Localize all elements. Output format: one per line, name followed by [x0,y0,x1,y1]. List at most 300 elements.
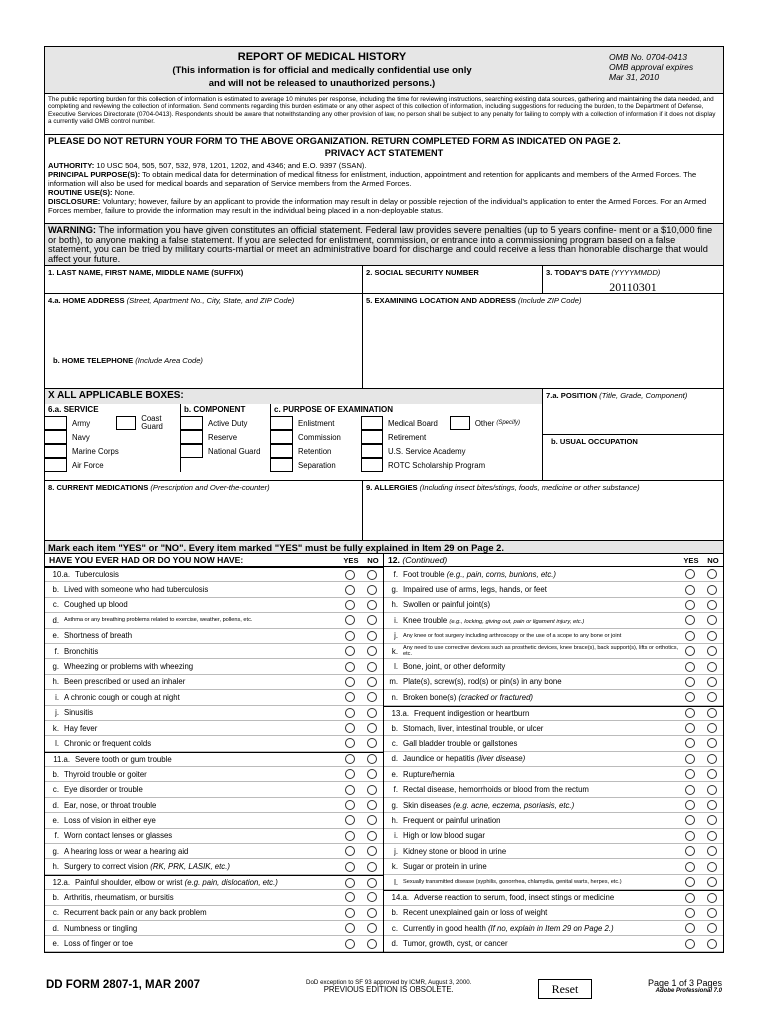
yes-radio[interactable] [345,723,355,733]
question-row [384,767,723,782]
question-main-text: Ear, nose, or throat trouble [64,800,157,810]
exam-location-hint: (Include ZIP Code) [515,296,582,305]
yes-radio[interactable] [345,708,355,718]
question-text [73,878,339,887]
no-radio[interactable] [367,662,377,672]
no-radio[interactable] [367,708,377,718]
question-row [45,813,383,828]
question-main-text: Plate(s), screw(s), rod(s) or pin(s) in any bone [403,677,562,687]
no-radio[interactable] [707,769,717,779]
national-guard-checkbox[interactable] [181,444,203,458]
yes-radio[interactable] [685,908,695,918]
other-hint: (Specify) [496,420,521,426]
question-number: c. [391,738,398,748]
retention-checkbox[interactable] [271,444,293,458]
question-row [384,659,723,674]
reset-button[interactable]: Reset [538,979,592,999]
no-radio[interactable] [367,800,377,810]
question-text [62,924,339,933]
yes-radio[interactable] [345,600,355,610]
home-address-field[interactable] [45,294,362,354]
question-number: d. [52,923,59,933]
yes-radio[interactable] [345,585,355,595]
no-radio[interactable] [707,908,717,918]
question-row [45,875,383,890]
question-row [45,659,383,674]
yes-no-radios [339,923,383,933]
no-radio[interactable] [707,831,717,841]
no-radio[interactable] [367,585,377,595]
questions-right-number: 12. [388,555,400,565]
question-number: j. [394,846,398,856]
name-label: 1. LAST NAME, FIRST NAME, MIDDLE NAME (SUFFIX) [48,268,244,277]
question-text [62,677,339,686]
service-academy-checkbox[interactable] [361,444,383,458]
no-radio[interactable] [707,939,717,949]
question-text [62,785,339,794]
no-radio[interactable] [367,677,377,687]
question-main-text: Severe tooth or gum trouble [75,754,172,764]
yes-radio[interactable] [685,923,695,933]
home-address-hint: (Street, Apartment No., City, State, and ZIP Code) [124,296,295,305]
yes-radio[interactable] [345,815,355,825]
question-text [401,724,679,733]
name-field[interactable] [45,266,363,293]
question-number: c. [52,785,59,795]
question-number: 13.a. [391,708,409,718]
no-radio[interactable] [707,923,717,933]
question-number: j. [394,631,398,641]
no-radio[interactable] [367,892,377,902]
yes-no-radios [339,831,383,841]
question-row [45,767,383,782]
commission-checkbox[interactable] [271,430,293,444]
home-phone-field[interactable] [45,354,362,388]
fields-row-3 [45,481,723,541]
marine-corps-checkbox[interactable] [45,444,67,458]
question-text [62,617,339,623]
yes-radio[interactable] [345,646,355,656]
question-number: d. [52,615,59,625]
no-radio[interactable] [367,631,377,641]
ssn-label: 2. SOCIAL SECURITY NUMBER [366,268,479,277]
no-radio[interactable] [707,631,717,641]
warning-label: WARNING: [48,225,97,235]
question-text [401,616,679,625]
yes-no-radios [679,646,723,656]
question-text [401,600,679,609]
purpose-col-2 [361,416,542,472]
exam-location-field[interactable] [363,294,723,388]
yes-radio[interactable] [685,723,695,733]
question-row [384,598,723,613]
component-column [181,404,271,472]
question-row [384,906,723,921]
medications-field[interactable] [45,481,363,540]
yes-no-radios [679,939,723,949]
yes-no-radios [679,923,723,933]
no-radio[interactable] [367,570,377,580]
address-block [45,294,363,388]
question-text [62,847,339,856]
yes-radio[interactable] [345,738,355,748]
yes-radio[interactable] [685,862,695,872]
rotc-checkbox[interactable] [361,458,383,472]
privacy-act-statement [45,161,723,224]
question-row [45,706,383,721]
yes-radio[interactable] [345,892,355,902]
no-radio[interactable] [367,815,377,825]
no-radio[interactable] [367,769,377,779]
omb-approval: OMB approval expires [609,62,694,72]
routine-label: ROUTINE USE(S): [48,188,113,197]
question-row [384,798,723,813]
question-number: c. [52,908,59,918]
question-main-text: Tumor, growth, cyst, or cancer [403,939,508,949]
yes-radio[interactable] [685,662,695,672]
commission-label: Commission [298,432,341,442]
question-number: l. [394,877,398,887]
rotc-label: ROTC Scholarship Program [388,460,486,470]
no-radio[interactable] [367,831,377,841]
question-row [384,829,723,844]
warning-statement [45,224,723,266]
routine-text: None. [112,188,135,197]
question-row [45,829,383,844]
yes-radio[interactable] [345,615,355,625]
yes-radio[interactable] [345,662,355,672]
question-text [401,847,679,856]
no-radio[interactable] [707,877,717,887]
question-hint-text: (e.g. acne, eczema, psoriasis, etc.) [453,800,575,810]
question-number: k. [391,646,398,656]
no-radio[interactable] [367,846,377,856]
yes-no-radios [679,569,723,579]
yes-radio[interactable] [345,754,355,764]
date-field[interactable] [543,266,723,293]
yes-header: YES [683,555,699,565]
question-main-text: High or low blood sugar [403,831,485,841]
omb-expiry: Mar 31, 2010 [609,72,660,82]
question-text [401,693,679,702]
question-number: b. [52,585,59,595]
omb-info [599,47,723,93]
no-radio[interactable] [707,754,717,764]
no-radio[interactable] [367,754,377,764]
yes-radio[interactable] [685,569,695,579]
air-force-checkbox[interactable] [45,458,67,472]
question-text [401,677,679,686]
no-radio[interactable] [367,600,377,610]
yes-radio[interactable] [685,631,695,641]
other-checkbox[interactable] [450,416,470,430]
question-number: 10.a. [52,570,70,580]
question-main-text: Rupture/hernia [403,769,455,779]
do-not-return-notice: PLEASE DO NOT RETURN YOUR FORM TO THE ABOVE ORGANIZATION. RETURN COMPLETED FORM AS INDICATED ON PAGE 2. [48,136,621,146]
question-hint-text: (If no, explain in Item 29 on Page 2.) [487,923,614,933]
yes-radio[interactable] [685,754,695,764]
question-text [62,770,339,779]
question-number: b. [52,892,59,902]
question-main-text: Frequent indigestion or heartburn [414,708,530,718]
no-radio[interactable] [367,785,377,795]
no-radio[interactable] [707,893,717,903]
no-radio[interactable] [707,585,717,595]
yes-no-radios [679,708,723,718]
question-text [62,585,339,594]
adobe-version: Adobe Professional 7.0 [655,988,722,994]
marine-corps-label: Marine Corps [72,446,119,456]
yes-radio[interactable] [345,631,355,641]
yes-no-radios [339,692,383,702]
army-checkbox[interactable] [45,416,67,430]
position-field[interactable] [543,389,723,435]
medical-history-form [44,46,724,953]
yes-header: YES [343,555,359,565]
question-main-text: Knee trouble [403,615,450,625]
question-number: e. [52,815,59,825]
yes-radio[interactable] [685,600,695,610]
ssn-field[interactable] [363,266,543,293]
separation-checkbox[interactable] [271,458,293,472]
question-text [412,893,679,902]
yes-radio[interactable] [685,877,695,887]
yes-no-radios [339,646,383,656]
questions-left [45,554,384,952]
yes-no-radios [339,878,383,888]
no-radio[interactable] [707,815,717,825]
yes-radio[interactable] [685,692,695,702]
yes-radio[interactable] [345,878,355,888]
form-header [45,47,723,94]
question-row [384,690,723,705]
yes-radio[interactable] [685,677,695,687]
no-radio[interactable] [707,785,717,795]
question-main-text: Currently in good health [403,923,488,933]
no-radio[interactable] [367,878,377,888]
question-row [384,936,723,951]
question-row [45,644,383,659]
yes-no-radios [339,738,383,748]
yes-no-radios [679,846,723,856]
question-text [62,631,339,640]
no-radio[interactable] [707,615,717,625]
yes-radio[interactable] [345,692,355,702]
yes-no-radios [679,800,723,810]
question-text [401,754,679,763]
no-radio[interactable] [707,662,717,672]
question-row [384,613,723,628]
question-main-text: Loss of finger or toe [64,939,133,949]
question-main-text: Chronic or frequent colds [64,738,152,748]
no-radio[interactable] [367,738,377,748]
navy-label: Navy [72,432,90,442]
yes-radio[interactable] [685,615,695,625]
yes-radio[interactable] [345,785,355,795]
question-row [45,906,383,921]
question-row [45,675,383,690]
yes-radio[interactable] [685,785,695,795]
form-subtitle-2: and will not be released to unauthorized persons.) [208,78,436,89]
yes-radio[interactable] [685,646,695,656]
question-number: 12.a. [52,878,70,887]
burden-statement: The public reporting burden for this collection of information is estimated to average 10 minutes per response, including the time for reviewing instructions, searching existing data sources, gathering and maintaining the data needed, and completing and reviewing the collection of information. Send comments regarding this burden estimate or any other aspect of this collection of information, including suggestions for reducing the burden, to the Department of Defense, Executive Services Directorate (0704-0413). Respondents should be aware that notwithstanding any other provision of law, no person shall be subject to any penalty for failing to comply with a collection of information if it does not display a currently valid OMB control number. [45,94,723,135]
allergies-field[interactable] [363,481,723,540]
no-radio[interactable] [367,862,377,872]
no-radio[interactable] [367,939,377,949]
no-radio[interactable] [707,738,717,748]
question-text [62,939,339,948]
question-number: f. [54,646,59,656]
no-radio[interactable] [707,723,717,733]
question-main-text: Impaired use of arms, legs, hands, or feet [403,585,547,595]
question-text [62,893,339,902]
question-text [401,585,679,594]
yes-radio[interactable] [685,769,695,779]
question-text [401,570,679,579]
question-hint-text: (liver disease) [476,754,526,764]
question-text [62,908,339,917]
question-main-text: Foot trouble [403,569,447,579]
yes-radio[interactable] [685,815,695,825]
retirement-checkbox[interactable] [361,430,383,444]
question-number: i. [394,831,398,841]
question-main-text: A chronic cough or cough at night [64,692,180,702]
fields-row-1 [45,266,723,294]
question-main-text: Wheezing or problems with wheezing [64,662,194,672]
no-radio[interactable] [707,677,717,687]
question-number: i. [394,615,398,625]
questions-left-title: HAVE YOU EVER HAD OR DO YOU NOW HAVE: [49,555,244,565]
yes-radio[interactable] [685,585,695,595]
no-radio[interactable] [367,646,377,656]
question-row [384,567,723,582]
question-text [73,570,339,579]
yes-no-radios [339,754,383,764]
occupation-field[interactable] [543,435,723,480]
form-title: REPORT OF MEDICAL HISTORY [237,51,407,63]
no-radio[interactable] [707,692,717,702]
component-spacer [181,458,270,472]
question-row [384,582,723,597]
question-number: e. [52,939,59,949]
no-radio[interactable] [367,923,377,933]
navy-checkbox[interactable] [45,430,67,444]
yes-radio[interactable] [685,708,695,718]
coast-guard-label: Coast Guard [141,414,163,431]
yes-no-radios [339,615,383,625]
yes-radio[interactable] [685,738,695,748]
no-radio[interactable] [367,615,377,625]
form-number: DD FORM 2807-1, MAR 2007 [46,979,201,991]
question-main-text: Hay fever [64,723,98,733]
question-number: d. [391,939,398,949]
yes-radio[interactable] [685,800,695,810]
dod-exception: DoD exception to SF 93 approved by ICMR, August 3, 2000. [306,979,472,986]
yes-radio[interactable] [685,893,695,903]
no-radio[interactable] [707,862,717,872]
question-number: b. [391,723,398,733]
yes-radio[interactable] [345,908,355,918]
question-main-text: A hearing loss or wear a hearing aid [64,846,189,856]
enlistment-checkbox[interactable] [271,416,293,430]
fields-row-2 [45,294,723,389]
yes-no-radios [339,708,383,718]
yes-radio[interactable] [345,939,355,949]
yes-no-radios [679,877,723,887]
no-radio[interactable] [707,600,717,610]
question-row [384,675,723,690]
question-text [401,908,679,917]
question-hint-text: (e.g., pain, corns, bunions, etc.) [446,569,556,579]
yes-radio[interactable] [345,570,355,580]
yes-radio[interactable] [345,846,355,856]
question-main-text: Stomach, liver, intestinal trouble, or ulcer [403,723,544,733]
checkbox-grid [45,404,542,472]
yes-radio[interactable] [345,862,355,872]
question-text [401,879,679,885]
no-radio[interactable] [707,846,717,856]
yes-radio[interactable] [345,769,355,779]
authority-label: AUTHORITY: [48,161,95,170]
coast-guard-checkbox[interactable] [116,416,136,430]
no-radio[interactable] [367,908,377,918]
no-header: NO [367,555,379,565]
no-radio[interactable] [707,646,717,656]
question-row [45,629,383,644]
question-text [62,708,339,717]
yes-radio[interactable] [685,831,695,841]
yes-radio[interactable] [685,939,695,949]
yes-no-radios [679,785,723,795]
question-row [384,890,723,905]
question-text [401,645,679,657]
active-duty-checkbox[interactable] [181,416,203,430]
yes-no-radios [339,585,383,595]
question-row [45,690,383,705]
yes-radio[interactable] [685,846,695,856]
no-radio[interactable] [707,708,717,718]
no-radio[interactable] [707,800,717,810]
applicable-boxes [45,389,543,480]
no-radio[interactable] [707,569,717,579]
medical-board-checkbox[interactable] [361,416,383,430]
question-main-text: Bronchitis [64,646,99,656]
yes-radio[interactable] [345,831,355,841]
question-text [401,801,679,810]
no-radio[interactable] [367,692,377,702]
question-text [401,862,679,871]
yes-no-radios [339,815,383,825]
reserve-checkbox[interactable] [181,430,203,444]
yes-radio[interactable] [345,800,355,810]
question-text [62,801,339,810]
question-number: l. [55,738,59,748]
yes-no-radios [679,769,723,779]
question-text [62,862,339,871]
question-row [45,936,383,951]
yes-radio[interactable] [345,923,355,933]
question-number: g. [52,662,59,672]
question-number: h. [391,600,398,610]
yes-radio[interactable] [345,677,355,687]
question-row [45,890,383,905]
question-number: h. [391,815,398,825]
no-radio[interactable] [367,723,377,733]
form-title-block [45,47,599,93]
medical-board-label: Medical Board [388,418,438,428]
retention-label: Retention [298,446,332,456]
